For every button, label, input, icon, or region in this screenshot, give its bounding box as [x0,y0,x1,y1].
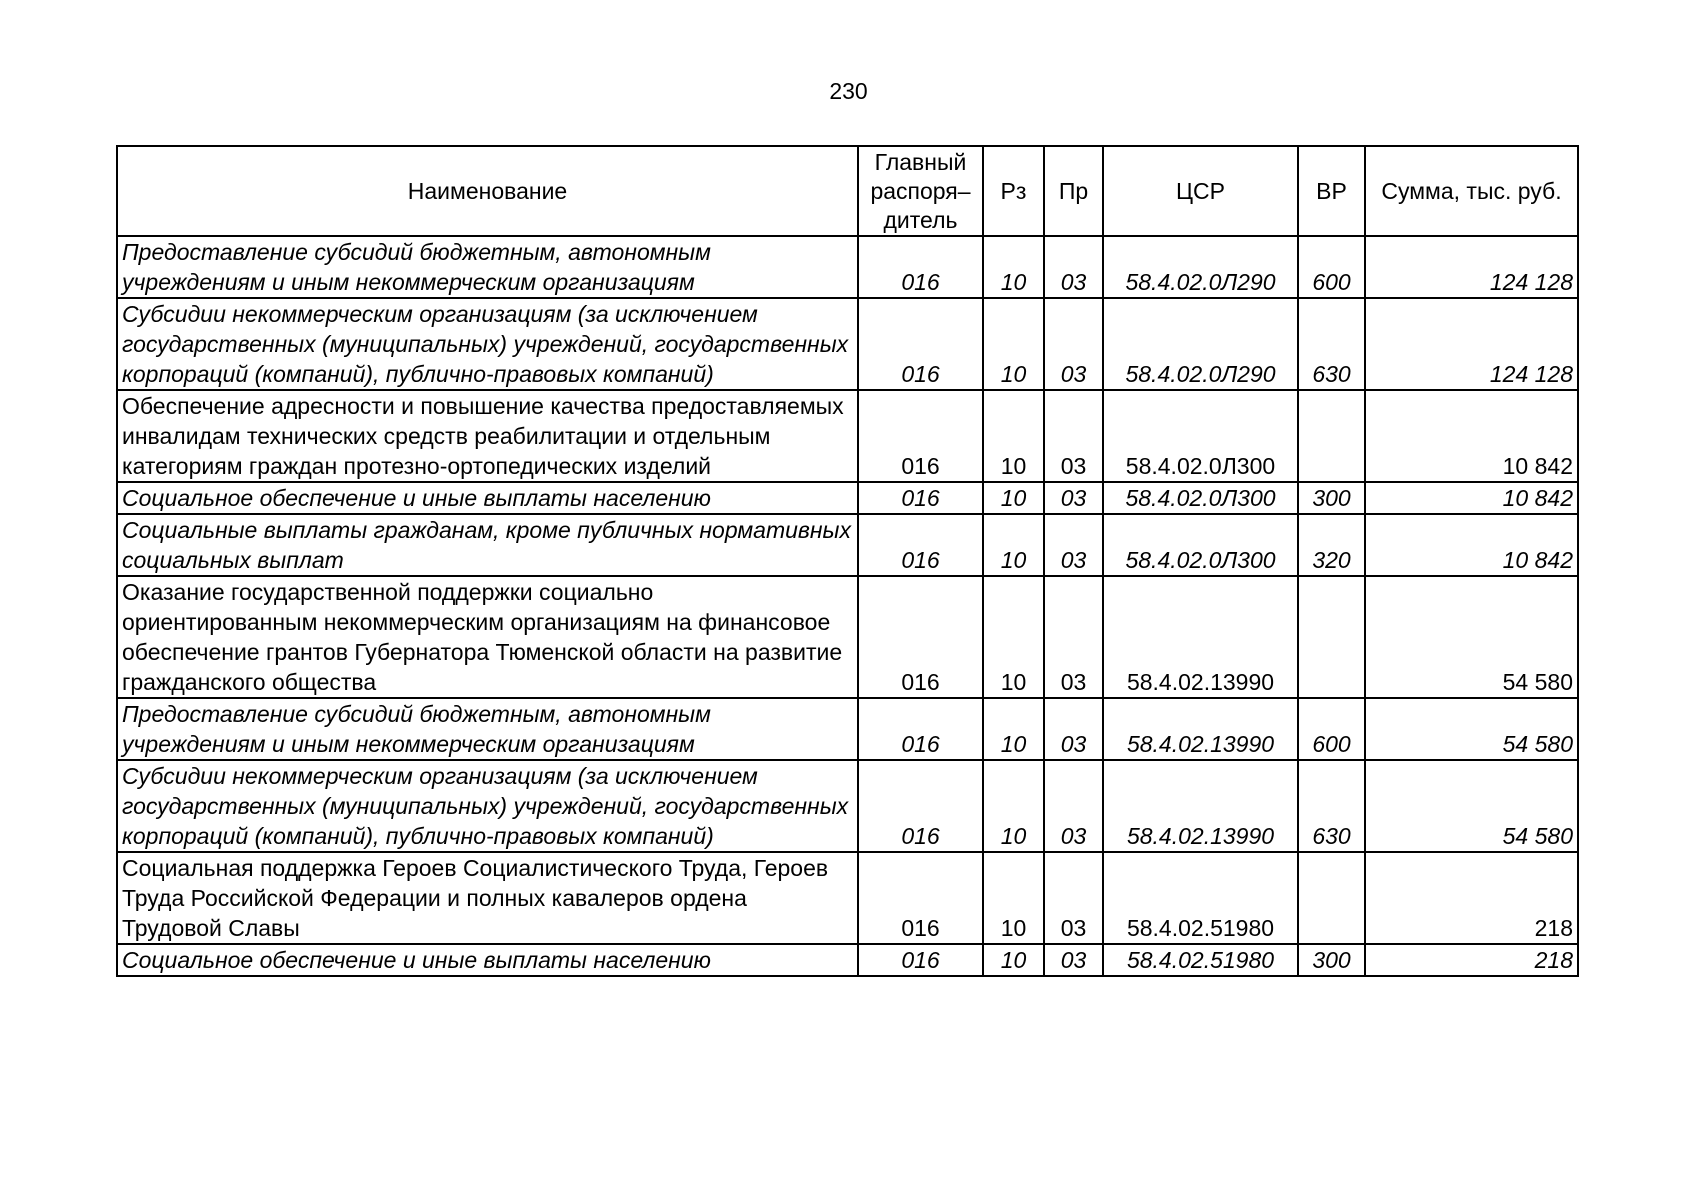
cell-vr: 630 [1298,298,1365,390]
cell-csr: 58.4.02.13990 [1103,698,1298,760]
cell-name: Субсидии некоммерческим организациям (за исключением государственных (муниципальных) учреждений, государственных корпораций (компаний), публично-правовых компаний) [117,298,858,390]
cell-csr: 58.4.02.13990 [1103,576,1298,698]
cell-vr: 600 [1298,698,1365,760]
cell-vr [1298,576,1365,698]
cell-csr: 58.4.02.0Л300 [1103,390,1298,482]
cell-csr: 58.4.02.13990 [1103,760,1298,852]
cell-sum: 10 842 [1365,514,1578,576]
cell-sum: 54 580 [1365,698,1578,760]
header-vr: ВР [1298,146,1365,236]
header-rz: Рз [983,146,1044,236]
cell-rz: 10 [983,514,1044,576]
table-row [117,390,1578,482]
cell-sum: 218 [1365,852,1578,944]
cell-pr: 03 [1044,482,1103,514]
cell-name: Социальная поддержка Героев Социалистического Труда, Героев Труда Российской Федерации и полных кавалеров ордена Трудовой Славы [117,852,858,944]
header-name: Наименование [117,146,858,236]
cell-rz: 10 [983,482,1044,514]
budget-table [116,145,1579,977]
cell-vr [1298,852,1365,944]
cell-pr: 03 [1044,760,1103,852]
cell-vr: 300 [1298,944,1365,976]
table-row [117,298,1578,390]
cell-grs: 016 [858,482,983,514]
cell-csr: 58.4.02.51980 [1103,852,1298,944]
cell-name: Обеспечение адресности и повышение качества предоставляемых инвалидам технических средств реабилитации и отдельным категориям граждан протезно-ортопедических изделий [117,390,858,482]
header-pr: Пр [1044,146,1103,236]
cell-pr: 03 [1044,698,1103,760]
cell-rz: 10 [983,298,1044,390]
cell-rz: 10 [983,576,1044,698]
cell-sum: 218 [1365,944,1578,976]
cell-grs: 016 [858,514,983,576]
cell-rz: 10 [983,236,1044,298]
header-grs: Главный распоря– дитель [858,146,983,236]
table-header-row [117,146,1578,236]
cell-rz: 10 [983,944,1044,976]
cell-rz: 10 [983,698,1044,760]
cell-name: Социальное обеспечение и иные выплаты населению [117,944,858,976]
cell-pr: 03 [1044,236,1103,298]
cell-grs: 016 [858,852,983,944]
cell-pr: 03 [1044,298,1103,390]
table-row [117,852,1578,944]
table-row [117,482,1578,514]
cell-vr [1298,390,1365,482]
cell-name: Оказание государственной поддержки социально ориентированным некоммерческим организациям на финансовое обеспечение грантов Губернатора Тюменской области на развитие гражданского общества [117,576,858,698]
cell-name: Субсидии некоммерческим организациям (за исключением государственных (муниципальных) учреждений, государственных корпораций (компаний), публично-правовых компаний) [117,760,858,852]
cell-grs: 016 [858,698,983,760]
cell-vr: 320 [1298,514,1365,576]
page-number: 230 [829,78,868,104]
cell-vr: 630 [1298,760,1365,852]
cell-pr: 03 [1044,944,1103,976]
cell-vr: 600 [1298,236,1365,298]
cell-sum: 10 842 [1365,482,1578,514]
table-row [117,760,1578,852]
header-csr: ЦСР [1103,146,1298,236]
cell-pr: 03 [1044,514,1103,576]
cell-name: Предоставление субсидий бюджетным, автономным учреждениям и иным некоммерческим организациям [117,236,858,298]
table-row [117,576,1578,698]
table-row [117,944,1578,976]
cell-name: Предоставление субсидий бюджетным, автономным учреждениям и иным некоммерческим организациям [117,698,858,760]
cell-csr: 58.4.02.0Л290 [1103,298,1298,390]
cell-vr: 300 [1298,482,1365,514]
cell-name: Социальное обеспечение и иные выплаты населению [117,482,858,514]
table-row [117,236,1578,298]
cell-sum: 10 842 [1365,390,1578,482]
cell-pr: 03 [1044,852,1103,944]
cell-csr: 58.4.02.0Л300 [1103,514,1298,576]
cell-grs: 016 [858,298,983,390]
cell-rz: 10 [983,852,1044,944]
cell-csr: 58.4.02.51980 [1103,944,1298,976]
header-sum: Сумма, тыс. руб. [1365,146,1578,236]
cell-rz: 10 [983,390,1044,482]
cell-csr: 58.4.02.0Л300 [1103,482,1298,514]
table-row [117,514,1578,576]
cell-grs: 016 [858,236,983,298]
cell-sum: 124 128 [1365,236,1578,298]
cell-grs: 016 [858,760,983,852]
cell-pr: 03 [1044,576,1103,698]
cell-pr: 03 [1044,390,1103,482]
cell-name: Социальные выплаты гражданам, кроме публичных нормативных социальных выплат [117,514,858,576]
cell-csr: 58.4.02.0Л290 [1103,236,1298,298]
cell-grs: 016 [858,944,983,976]
cell-sum: 54 580 [1365,760,1578,852]
cell-rz: 10 [983,760,1044,852]
table-body [117,236,1578,976]
cell-sum: 54 580 [1365,576,1578,698]
cell-grs: 016 [858,576,983,698]
table-row [117,698,1578,760]
cell-grs: 016 [858,390,983,482]
cell-sum: 124 128 [1365,298,1578,390]
